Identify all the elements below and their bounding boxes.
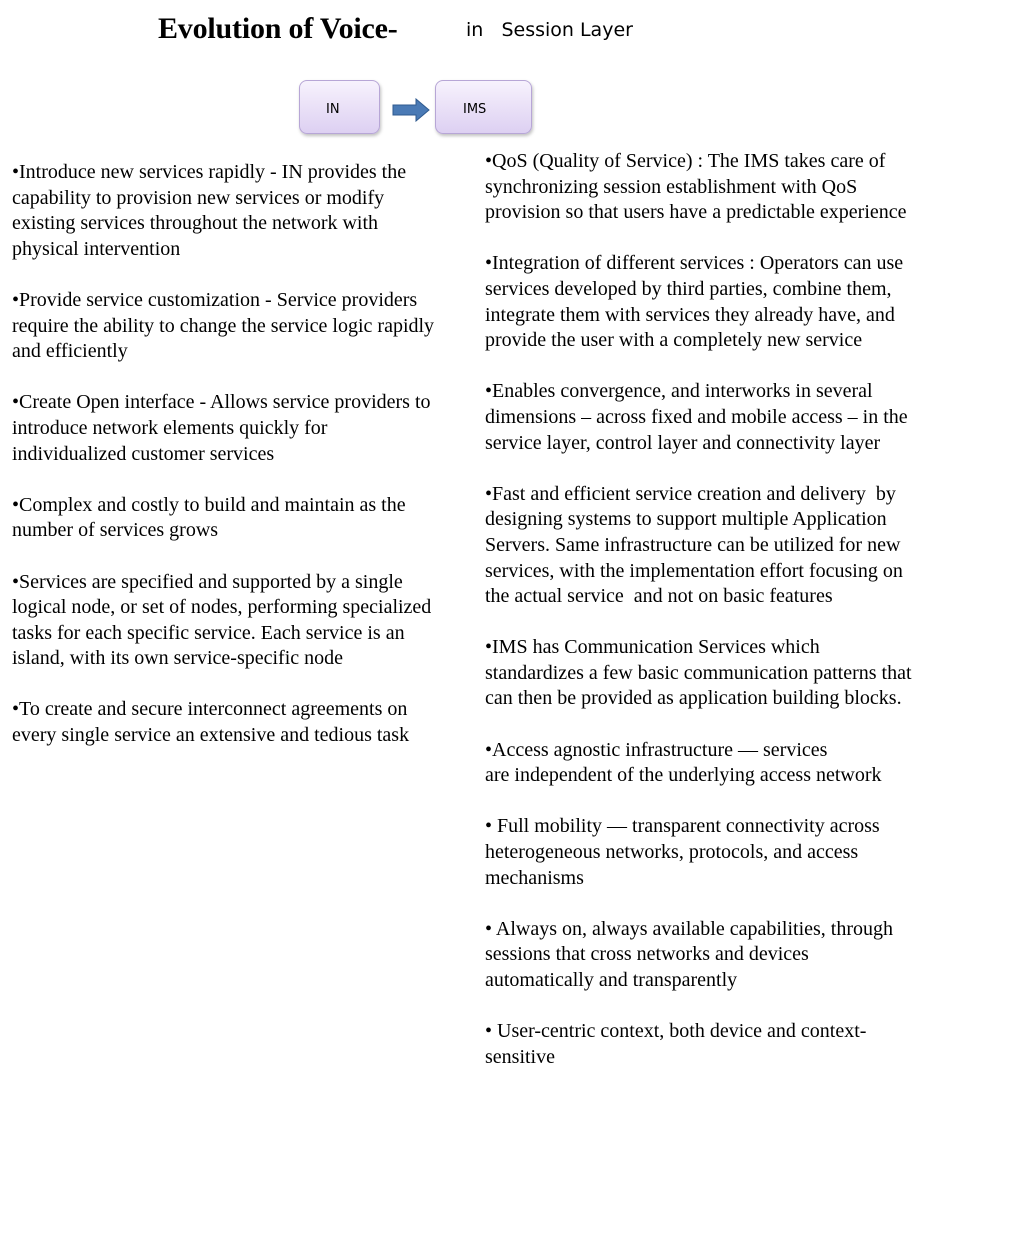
bullet-line: sessions that cross networks and devices <box>485 943 809 966</box>
bullet-line: introduce network elements quickly for <box>12 416 328 439</box>
in-feature-bullet <box>12 697 472 748</box>
bullet-line: • Always on, always available capabilities, through <box>485 917 894 940</box>
bullet-line: •To create and secure interconnect agreements on <box>12 698 408 721</box>
ims-feature-bullet <box>485 814 955 891</box>
bullet-line: are independent of the underlying access network <box>485 764 882 787</box>
bullet-line: • User-centric context, both device and context- <box>485 1020 867 1043</box>
in-feature-bullet <box>12 160 472 262</box>
bullet-line: •Services are specified and supported by a single <box>12 570 403 593</box>
bullet-line: synchronizing session establishment with QoS <box>485 175 858 198</box>
bullet-line: •Create Open interface - Allows service providers to <box>12 391 431 414</box>
ims-feature-bullet <box>485 635 955 712</box>
page-title: Evolution of Voice- <box>158 12 398 45</box>
bullet-line: •Fast and efficient service creation and delivery by <box>485 482 896 505</box>
ims-feature-bullet <box>485 482 955 610</box>
ims-node-label: IMS <box>463 102 487 117</box>
in-feature-bullet <box>12 570 472 672</box>
ims-feature-bullet <box>485 738 955 789</box>
bullet-line: •IMS has Communication Services which <box>485 636 820 659</box>
bullet-line: •Complex and costly to build and maintain as the <box>12 493 406 516</box>
bullet-line: and efficiently <box>12 340 128 363</box>
bullet-line: provide the user with a completely new service <box>485 329 863 352</box>
bullet-line: automatically and transparently <box>485 969 738 991</box>
bullet-line: Servers. Same infrastructure can be utilized for new <box>485 533 901 556</box>
bullet-line: • Full mobility — transparent connectivity across <box>485 815 880 838</box>
bullet-line: island, with its own service-specific node <box>12 647 344 670</box>
bullet-line: require the ability to change the service logic rapidly <box>12 314 435 337</box>
bullet-line: services developed by third parties, combine them, <box>485 277 892 300</box>
ims-feature-bullet <box>485 379 955 456</box>
bullet-line: physical intervention <box>12 237 181 260</box>
bullet-line: individualized customer services <box>12 442 275 465</box>
bullet-line: logical node, or set of nodes, performing specialized <box>12 596 432 619</box>
ims-feature-bullet <box>485 149 955 226</box>
bullet-line: provision so that users have a predictable experience <box>485 201 907 224</box>
bullet-line: •QoS (Quality of Service) : The IMS takes care of <box>485 150 886 172</box>
bullet-line: •Enables convergence, and interworks in several <box>485 380 873 403</box>
bullet-line: dimensions – across fixed and mobile access – in the <box>485 405 908 428</box>
in-node-label: IN <box>326 102 340 117</box>
bullet-line: every single service an extensive and tedious task <box>12 724 410 747</box>
bullet-line: sensitive <box>485 1045 555 1068</box>
bullet-line: number of services grows <box>12 519 219 542</box>
in-node <box>299 80 380 134</box>
bullet-line: existing services throughout the network with <box>12 212 379 235</box>
bullet-line: designing systems to support multiple Application <box>485 508 887 531</box>
in-feature-bullet <box>12 493 472 544</box>
right-arrow-icon <box>392 98 430 122</box>
bullet-line: •Introduce new services rapidly - IN provides the <box>12 161 407 183</box>
ims-feature-bullet <box>485 917 955 994</box>
bullet-line: services, with the implementation effort focusing on <box>485 559 903 582</box>
ims-feature-bullet <box>485 1019 955 1070</box>
bullet-line: capability to provision new services or modify <box>12 186 385 209</box>
bullet-line: mechanisms <box>485 866 584 889</box>
bullet-line: can then be provided as application building blocks. <box>485 687 902 710</box>
bullet-line: •Access agnostic infrastructure — services <box>485 738 828 761</box>
in-feature-bullet <box>12 288 472 365</box>
bullet-line: service layer, control layer and connectivity layer <box>485 431 881 454</box>
in-feature-bullet <box>12 390 472 467</box>
bullet-line: •Provide service customization - Service providers <box>12 288 418 311</box>
bullet-line: heterogeneous networks, protocols, and access <box>485 841 859 864</box>
bullet-line: tasks for each specific service. Each service is an <box>12 621 405 644</box>
bullet-line: standardizes a few basic communication patterns that <box>485 661 912 684</box>
ims-node <box>435 80 532 134</box>
page-subtitle: in Session Layer <box>466 19 633 41</box>
in-features-list <box>12 160 472 774</box>
bullet-line: •Integration of different services : Operators can use <box>485 252 904 275</box>
ims-feature-bullet <box>485 251 955 353</box>
ims-features-list <box>485 149 955 1096</box>
bullet-line: the actual service and not on basic features <box>485 585 833 608</box>
bullet-line: integrate them with services they already have, and <box>485 303 895 326</box>
